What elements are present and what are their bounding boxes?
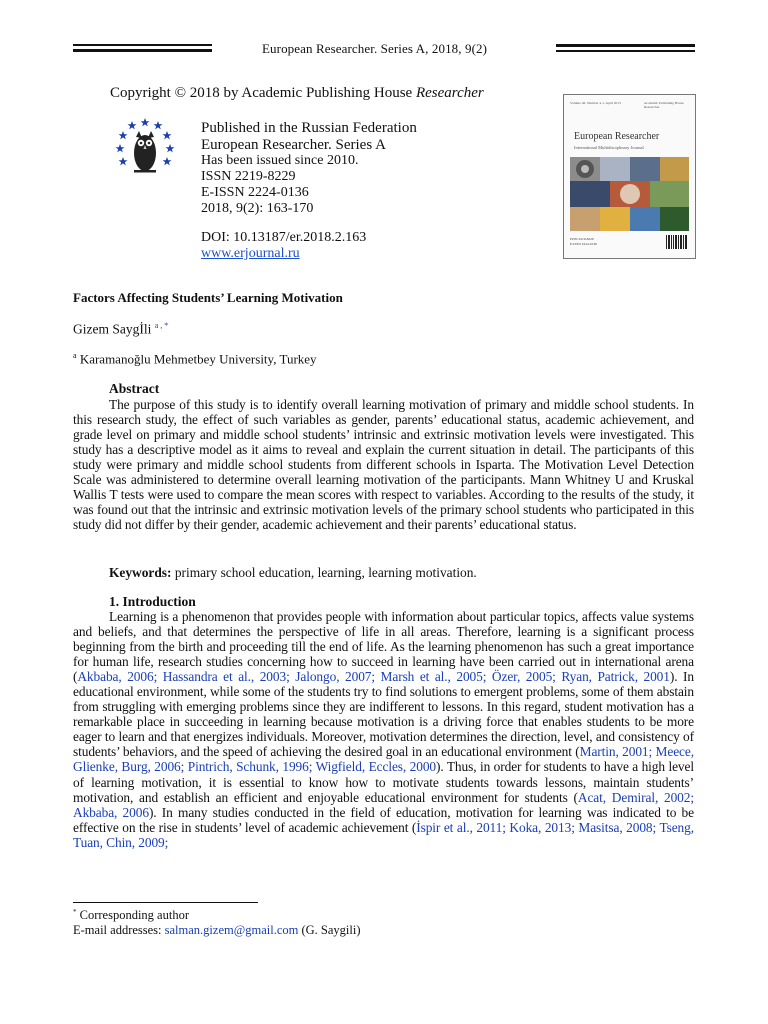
affiliation-line [73,351,317,367]
cover-volume-text: Volume 46, Number 4-1, April 2013 [570,101,621,105]
citation-link-1[interactable]: Akbaba, 2006; Hassandra et al., 2003; Jalongo, 2007; Marsh et al., 2005; Özer, 2005; Ryan, Patrick, 2001 [77,669,670,685]
article-title: Factors Affecting Students’ Learning Motivation [73,290,343,305]
publisher-owl-logo [112,117,178,177]
email-label: E-mail addresses: [73,923,165,937]
author-name: Gizem Saygİli [73,321,155,337]
citation-link-4[interactable]: İspir et al., 2011; Koka, 2013; Masitsa, 2008; Tseng, Tuan, Chin, 2009; [73,819,694,850]
doi-block [201,230,366,262]
intro-text-4: ). In many studies conducted in the field of education, motivation for learning was indicated to be effective on the rise in students’ level of academic achievement ( [73,804,695,835]
header-rule-left-top [73,44,212,46]
cover-eissn: E-ISSN 2224-0136 [570,241,597,246]
cover-publisher-text: Academic Publishing House Researcher [644,101,684,109]
footnote-mark: * [73,908,77,916]
journal-info [201,120,417,217]
intro-text-3: ). Thus, in order for students to have a high level of learning motivation, it is essential to know how to motivate students towards lessons, maintain students’ motivation, and establish an efficient and enjoyable educational environment for students ( [73,759,694,805]
header-rule-right-top [556,44,695,47]
intro-text-2: ). In educational environment, while some of the students try to find solutions to emergent problems, some of them abstain from struggling with emerging problems since they are indifferent to lessons. In this regard, student motivation has a remarkable place in succeeding in learning because motivation is a driving force that enables students to be more eager to learn and that energizes individuals. Moreover, motivation determines the direction, level, and consistency of students’ behaviors, and the speed of achieving the desired goal in an educational environment ( [73,669,694,760]
header-rule-left-bottom [73,49,212,52]
footnote-rule [73,902,258,903]
journal-website-link[interactable]: www.erjournal.ru [201,246,300,261]
email-suffix: (G. Saygili) [298,923,361,937]
running-title: European Researcher. Series A, 2018, 9(2) [262,41,488,56]
email-line [73,923,361,938]
affiliation: Karamanoğlu Mehmetbey University, Turkey [76,351,317,367]
cover-subtitle: International Multidisciplinary Journal [574,145,644,150]
header-rule-right-bottom [556,50,695,52]
issn: ISSN 2219-8229 [201,169,296,184]
journal-series: European Researcher. Series A [201,137,386,153]
affiliation-mark: a [73,351,77,360]
volume-pages: 2018, 9(2): 163-170 [201,201,314,216]
published-in: Published in the Russian Federation [201,120,417,136]
copyright-prefix: Copyright © 2018 by Academic Publishing House [110,85,416,101]
author-marks[interactable]: a , * [154,321,169,330]
eissn: E-ISSN 2224-0136 [201,185,309,200]
keywords-label: Keywords: [109,565,172,580]
introduction-heading: 1. Introduction [109,594,196,609]
journal-cover-image [563,94,696,259]
intro-text-1: Learning is a phenomenon that provides people with information about particular topics, affects value systems and beliefs, and that determines the perspective of life in all areas. Therefore, learning is a significant process beginning from the birth and proceeding till the end of life. As the learning phenomenon has such a great importance for human life, research studies concerning how to succeed in learning have been carried out in international arena ( [73,609,694,685]
author-line [73,321,168,338]
introduction-paragraph [73,609,694,850]
cover-issn: ISSN 2219-8229 [570,237,594,241]
abstract-text: The purpose of this study is to identify overall learning motivation of primary and middle school students. In this research study, the effect of such variables as gender, parents’ educational status, academic achievement, and grade level on primary and middle school students’ intrinsic and extrinsic motivation levels were investigated. This study has a descriptive model as it aims to reveal and explain the current situation in detail. The participants of this study were primary and middle school students from different schools in Isparta. The Motivation Level Detection Scale was administered to determine overall learning motivation of the participants. Mann Whitney U and Kruskal Wallis T tests were used to compare the mean scores with respect to variables. According to the results of the study, it was found out that the intrinsic and extrinsic motivation levels of the primary school students who participated in this study did not differ by their gender, academic achievement and their parents’ educational status. [73,397,694,533]
keywords: primary school education, learning, learning motivation. [171,565,477,580]
cover-title: European Researcher [574,131,660,142]
corresponding-author-note [73,908,189,923]
keywords-line [109,565,477,581]
copyright-line [110,85,484,102]
abstract-heading: Abstract [109,381,160,396]
cover-collage [570,157,689,231]
citation-link-3[interactable]: Acat, Demiral, 2002; Akbaba, 2006 [73,789,694,820]
cover-issn-text [570,237,597,246]
issued-since: Has been issued since 2010. [201,153,359,168]
citation-link-2[interactable]: Martin, 2001; Meece, Glienke, Burg, 2006; Pintrich, Schunk, 1996; Wigfield, Eccles, 2000 [73,744,694,775]
corresponding-author-label: Corresponding author [76,908,189,923]
email-link[interactable]: salman.gizem@gmail.com [164,923,299,937]
copyright-publisher: Researcher [415,85,484,101]
cover-barcode [666,235,688,249]
doi: DOI: 10.13187/er.2018.2.163 [201,230,367,245]
